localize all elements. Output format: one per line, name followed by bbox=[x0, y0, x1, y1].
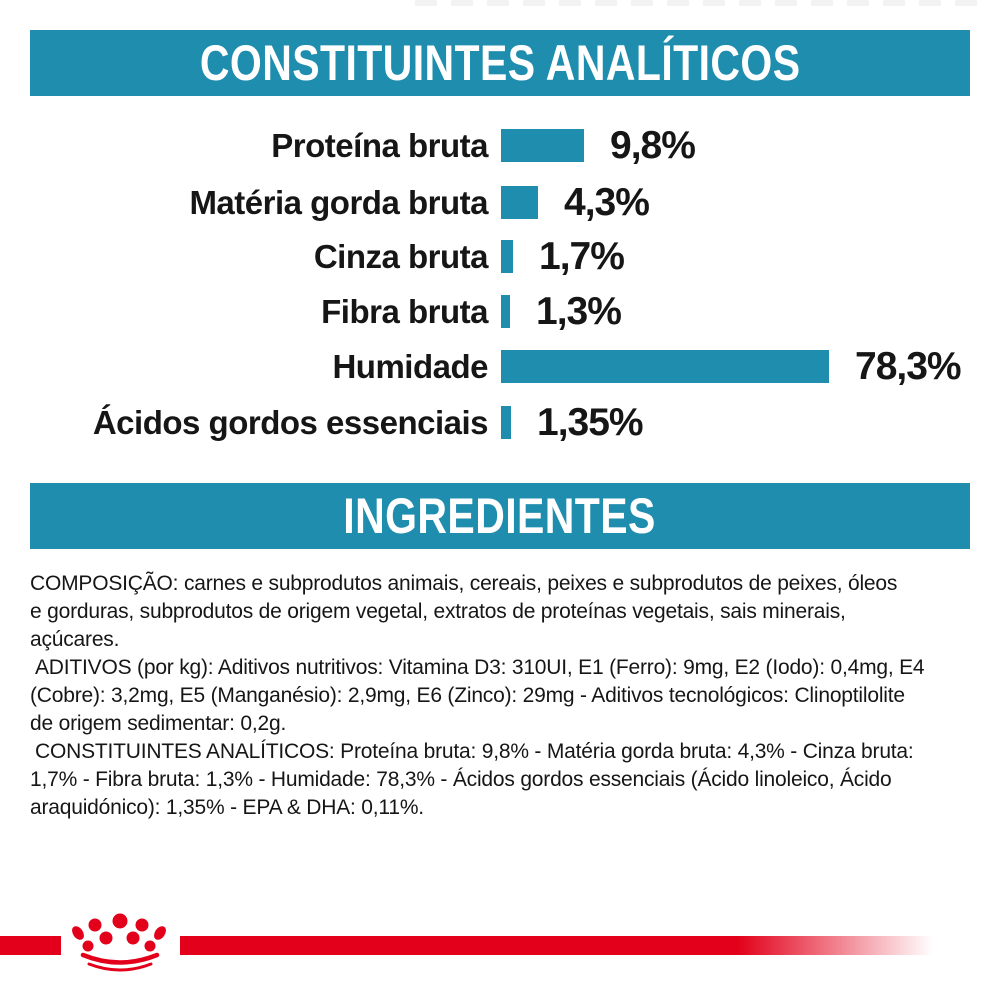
chart-bar bbox=[501, 295, 510, 328]
analytical-constituents-paragraph: CONSTITUINTES ANALÍTICOS: Proteína bruta: 9,8% - Matéria gorda bruta: 4,3% - Cinza bruta: 1,7% - Fibra bruta: 1,3% - Humidade: 78,3% - Ácidos gordos essenciais (Ácido linoleico, Ácido araquidónico): 1,35% - EPA & DHA: 0,11%. bbox=[30, 740, 914, 819]
brand-stripe-right bbox=[180, 936, 933, 955]
composition-paragraph: COMPOSIÇÃO: carnes e subprodutos animais, cereais, peixes e subprodutos de peixes, óleos e gorduras, subprodutos de origem vegetal, extratos de proteínas vegetais, sais minerais, açúcares. bbox=[30, 572, 898, 651]
chart-bar bbox=[501, 129, 584, 162]
chart-row-value: 9,8% bbox=[610, 123, 695, 167]
additives-paragraph: ADITIVOS (por kg): Aditivos nutritivos: Vitamina D3: 310UI, E1 (Ferro): 9mg, E2 (Iodo): 0,4mg, E4 (Cobre): 3,2mg, E5 (Manganésio): 2,9mg, E6 (Zinco): 29mg - Aditivos tecnológicos: Clinoptilolite de origem sedimentar: 0,2g. bbox=[30, 656, 925, 735]
chart-bar bbox=[501, 350, 829, 383]
chart-row bbox=[0, 344, 1000, 388]
ingredients-banner bbox=[30, 483, 970, 549]
analytical-constituents-title: CONSTITUINTES ANALÍTICOS bbox=[199, 35, 801, 91]
ingredients-title: INGREDIENTES bbox=[343, 488, 657, 544]
chart-row-value: 1,3% bbox=[536, 289, 621, 333]
chart-row-label: Humidade bbox=[332, 347, 488, 385]
chart-row bbox=[0, 289, 1000, 333]
chart-row-label: Cinza bruta bbox=[313, 237, 488, 275]
chart-row-value: 1,35% bbox=[537, 400, 643, 444]
chart-row-value: 1,7% bbox=[539, 234, 624, 278]
chart-row bbox=[0, 234, 1000, 278]
chart-row bbox=[0, 400, 1000, 444]
chart-row-label: Fibra bruta bbox=[321, 292, 488, 330]
chart-row-label: Matéria gorda bruta bbox=[189, 183, 488, 221]
chart-bar bbox=[501, 406, 511, 439]
brand-stripe-left bbox=[0, 936, 61, 955]
chart-row-value: 78,3% bbox=[855, 344, 961, 388]
ingredients-text-block bbox=[30, 570, 1000, 822]
chart-row bbox=[0, 180, 1000, 224]
chart-row-value: 4,3% bbox=[564, 180, 649, 224]
chart-bar bbox=[501, 186, 538, 219]
analytical-constituents-chart bbox=[0, 0, 1000, 460]
chart-row-label: Ácidos gordos essenciais bbox=[92, 403, 488, 441]
chart-row bbox=[0, 123, 1000, 167]
chart-bar bbox=[501, 240, 513, 273]
royal-canin-crown-paw-logo bbox=[60, 903, 185, 978]
chart-row-label: Proteína bruta bbox=[271, 126, 488, 164]
